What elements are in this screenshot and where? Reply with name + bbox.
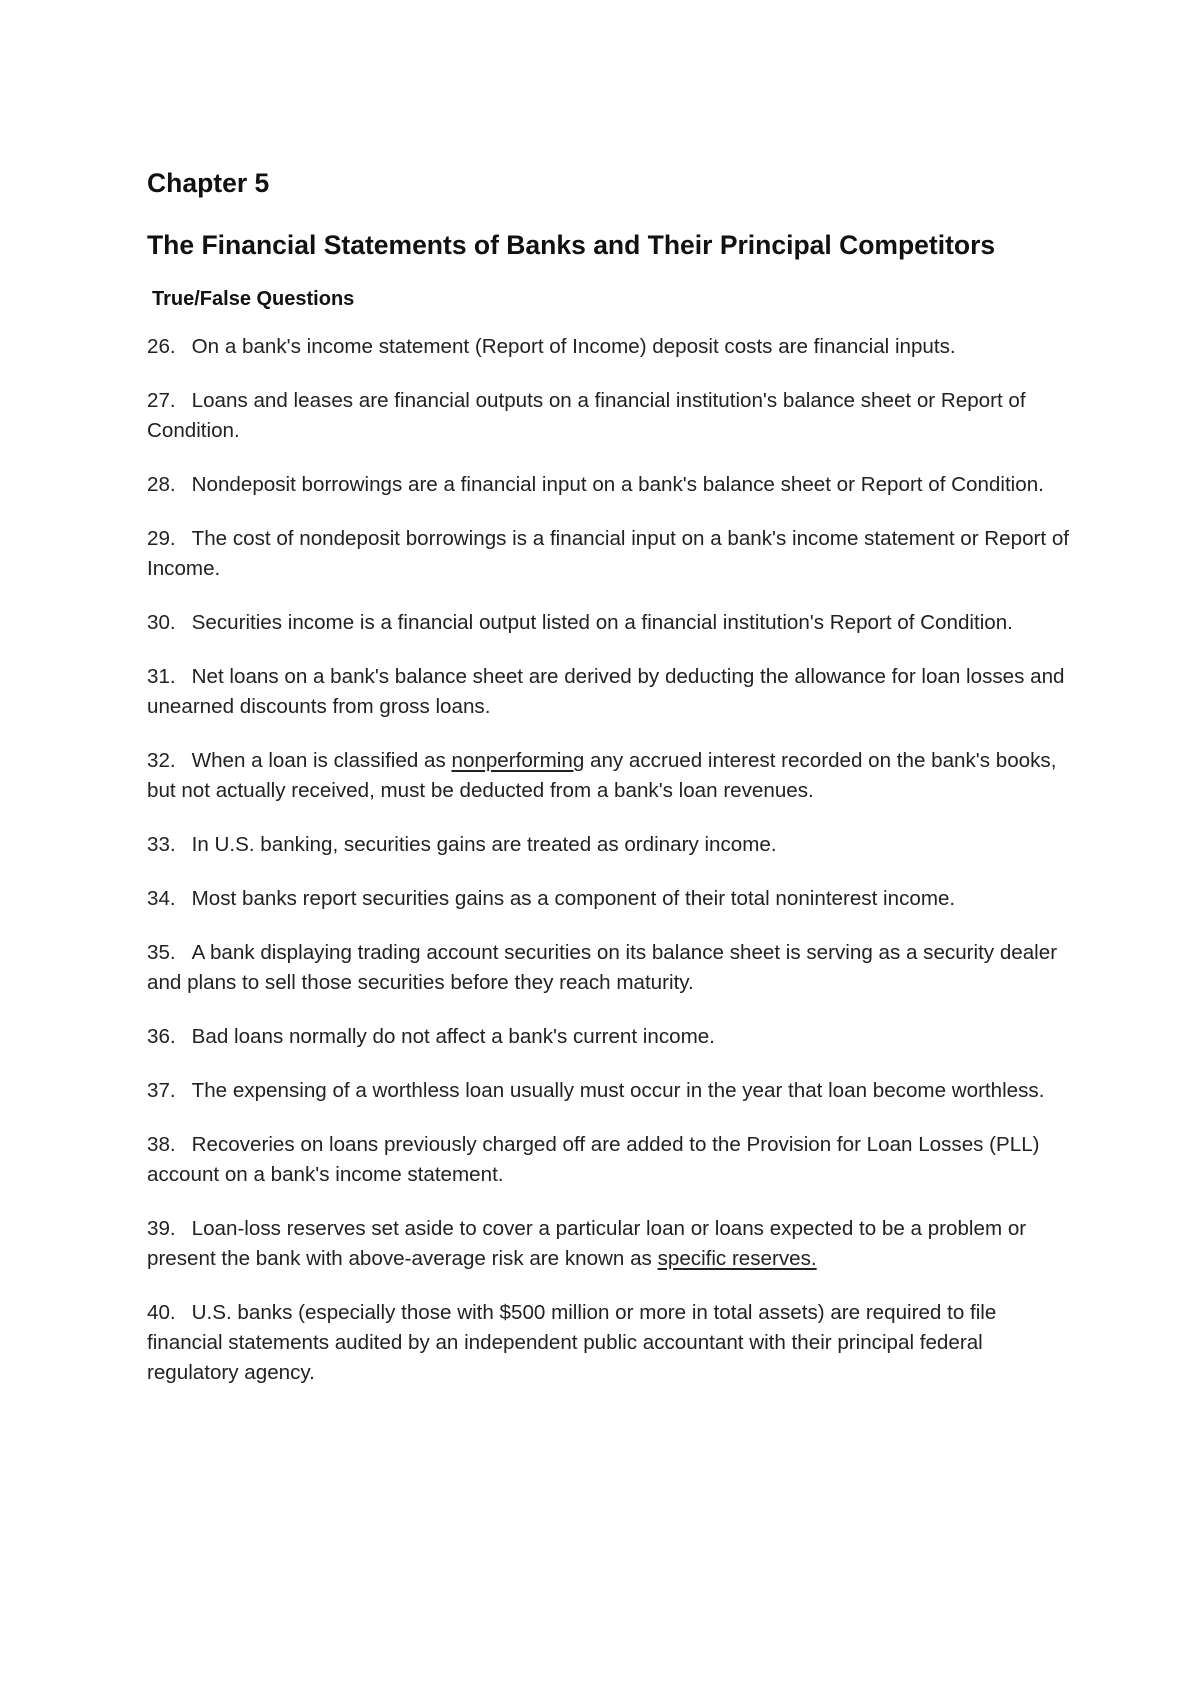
- question-text: [192, 833, 777, 856]
- question-item: [147, 470, 1077, 500]
- chapter-heading: Chapter 5: [147, 168, 270, 198]
- document-content: [147, 166, 1077, 1412]
- question-text-segment: U.S. banks (especially those with $500 million or more in total assets) are required to file financial statements audited by an independent public accountant with their principal federal regulatory agency.: [147, 1301, 997, 1384]
- question-text-segment: The expensing of a worthless loan usually must occur in the year that loan become worthless.: [191, 1079, 1045, 1102]
- question-number: 38.: [147, 1133, 176, 1156]
- question-text-segment: When a loan is classified as: [191, 749, 452, 772]
- question-text-segment: any accrued interest recorded on the bank's books, but not actually received, must be deducted from a bank's loan revenues.: [147, 749, 1057, 802]
- question-text-segment: Nondeposit borrowings are a financial input on a bank's balance sheet or Report of Condition.: [191, 473, 1044, 496]
- question-number: 40.: [147, 1301, 176, 1324]
- question-text: [192, 1025, 715, 1048]
- question-text: [147, 1301, 996, 1384]
- question-text-segment: A bank displaying trading account securities on its balance sheet is serving as a security dealer and plans to sell those securities before they reach maturity.: [147, 941, 1058, 994]
- question-item: [147, 938, 1077, 998]
- question-text-segment: Loans and leases are financial outputs on a financial institution's balance sheet or Report of Condition.: [147, 389, 1026, 442]
- question-text: [147, 749, 1056, 802]
- question-number: 37.: [147, 1079, 176, 1102]
- question-text: [147, 941, 1057, 994]
- question-item: [147, 746, 1077, 806]
- question-text-segment: Loan-loss reserves set aside to cover a particular loan or loans expected to be a problem or present the bank with above-average risk are known as: [147, 1217, 1027, 1270]
- document-title: The Financial Statements of Banks and Their Principal Competitors: [147, 230, 996, 260]
- question-text: [192, 887, 956, 910]
- question-text: [147, 1217, 1026, 1270]
- question-text: [147, 389, 1026, 442]
- question-text: [147, 527, 1069, 580]
- question-item: [147, 524, 1077, 584]
- question-text: [147, 665, 1065, 718]
- question-item: [147, 1130, 1077, 1190]
- question-number: 32.: [147, 749, 176, 772]
- question-text: [192, 335, 956, 358]
- question-item: [147, 1298, 1077, 1388]
- question-number: 35.: [147, 941, 176, 964]
- section-heading: True/False Questions: [152, 288, 355, 310]
- question-item: [147, 830, 1077, 860]
- question-text: [192, 1079, 1045, 1102]
- question-item: [147, 1022, 1077, 1052]
- question-text-segment: The cost of nondeposit borrowings is a financial input on a bank's income statement or Report of Income.: [147, 527, 1070, 580]
- question-text: [147, 1133, 1040, 1186]
- question-number: 29.: [147, 527, 176, 550]
- question-number: 36.: [147, 1025, 176, 1048]
- question-text-segment: In U.S. banking, securities gains are treated as ordinary income.: [191, 833, 777, 856]
- question-number: 34.: [147, 887, 176, 910]
- question-text: [192, 473, 1044, 496]
- question-text: [192, 611, 1013, 634]
- question-item: [147, 662, 1077, 722]
- underlined-term: specific reserves.: [657, 1247, 817, 1270]
- underlined-term: nonperforming: [451, 749, 585, 772]
- question-text-segment: Securities income is a financial output listed on a financial institution's Report of Condition.: [191, 611, 1013, 634]
- question-number: 31.: [147, 665, 176, 688]
- question-text-segment: On a bank's income statement (Report of Income) deposit costs are financial inputs.: [191, 335, 956, 358]
- question-number: 39.: [147, 1217, 176, 1240]
- question-item: [147, 332, 1077, 362]
- question-item: [147, 1214, 1077, 1274]
- question-number: 33.: [147, 833, 176, 856]
- question-item: [147, 608, 1077, 638]
- question-number: 26.: [147, 335, 176, 358]
- question-text-segment: Most banks report securities gains as a component of their total noninterest income.: [191, 887, 956, 910]
- question-item: [147, 884, 1077, 914]
- question-number: 27.: [147, 389, 176, 412]
- question-text-segment: Recoveries on loans previously charged off are added to the Provision for Loan Losses (PLL) account on a bank's income statement.: [147, 1133, 1040, 1186]
- question-item: [147, 1076, 1077, 1106]
- question-number: 30.: [147, 611, 176, 634]
- question-list: [147, 332, 1077, 1388]
- question-text-segment: Bad loans normally do not affect a bank's current income.: [191, 1025, 715, 1048]
- question-item: [147, 386, 1077, 446]
- question-text-segment: Net loans on a bank's balance sheet are derived by deducting the allowance for loan losses and unearned discounts from gross loans.: [147, 665, 1065, 718]
- question-number: 28.: [147, 473, 176, 496]
